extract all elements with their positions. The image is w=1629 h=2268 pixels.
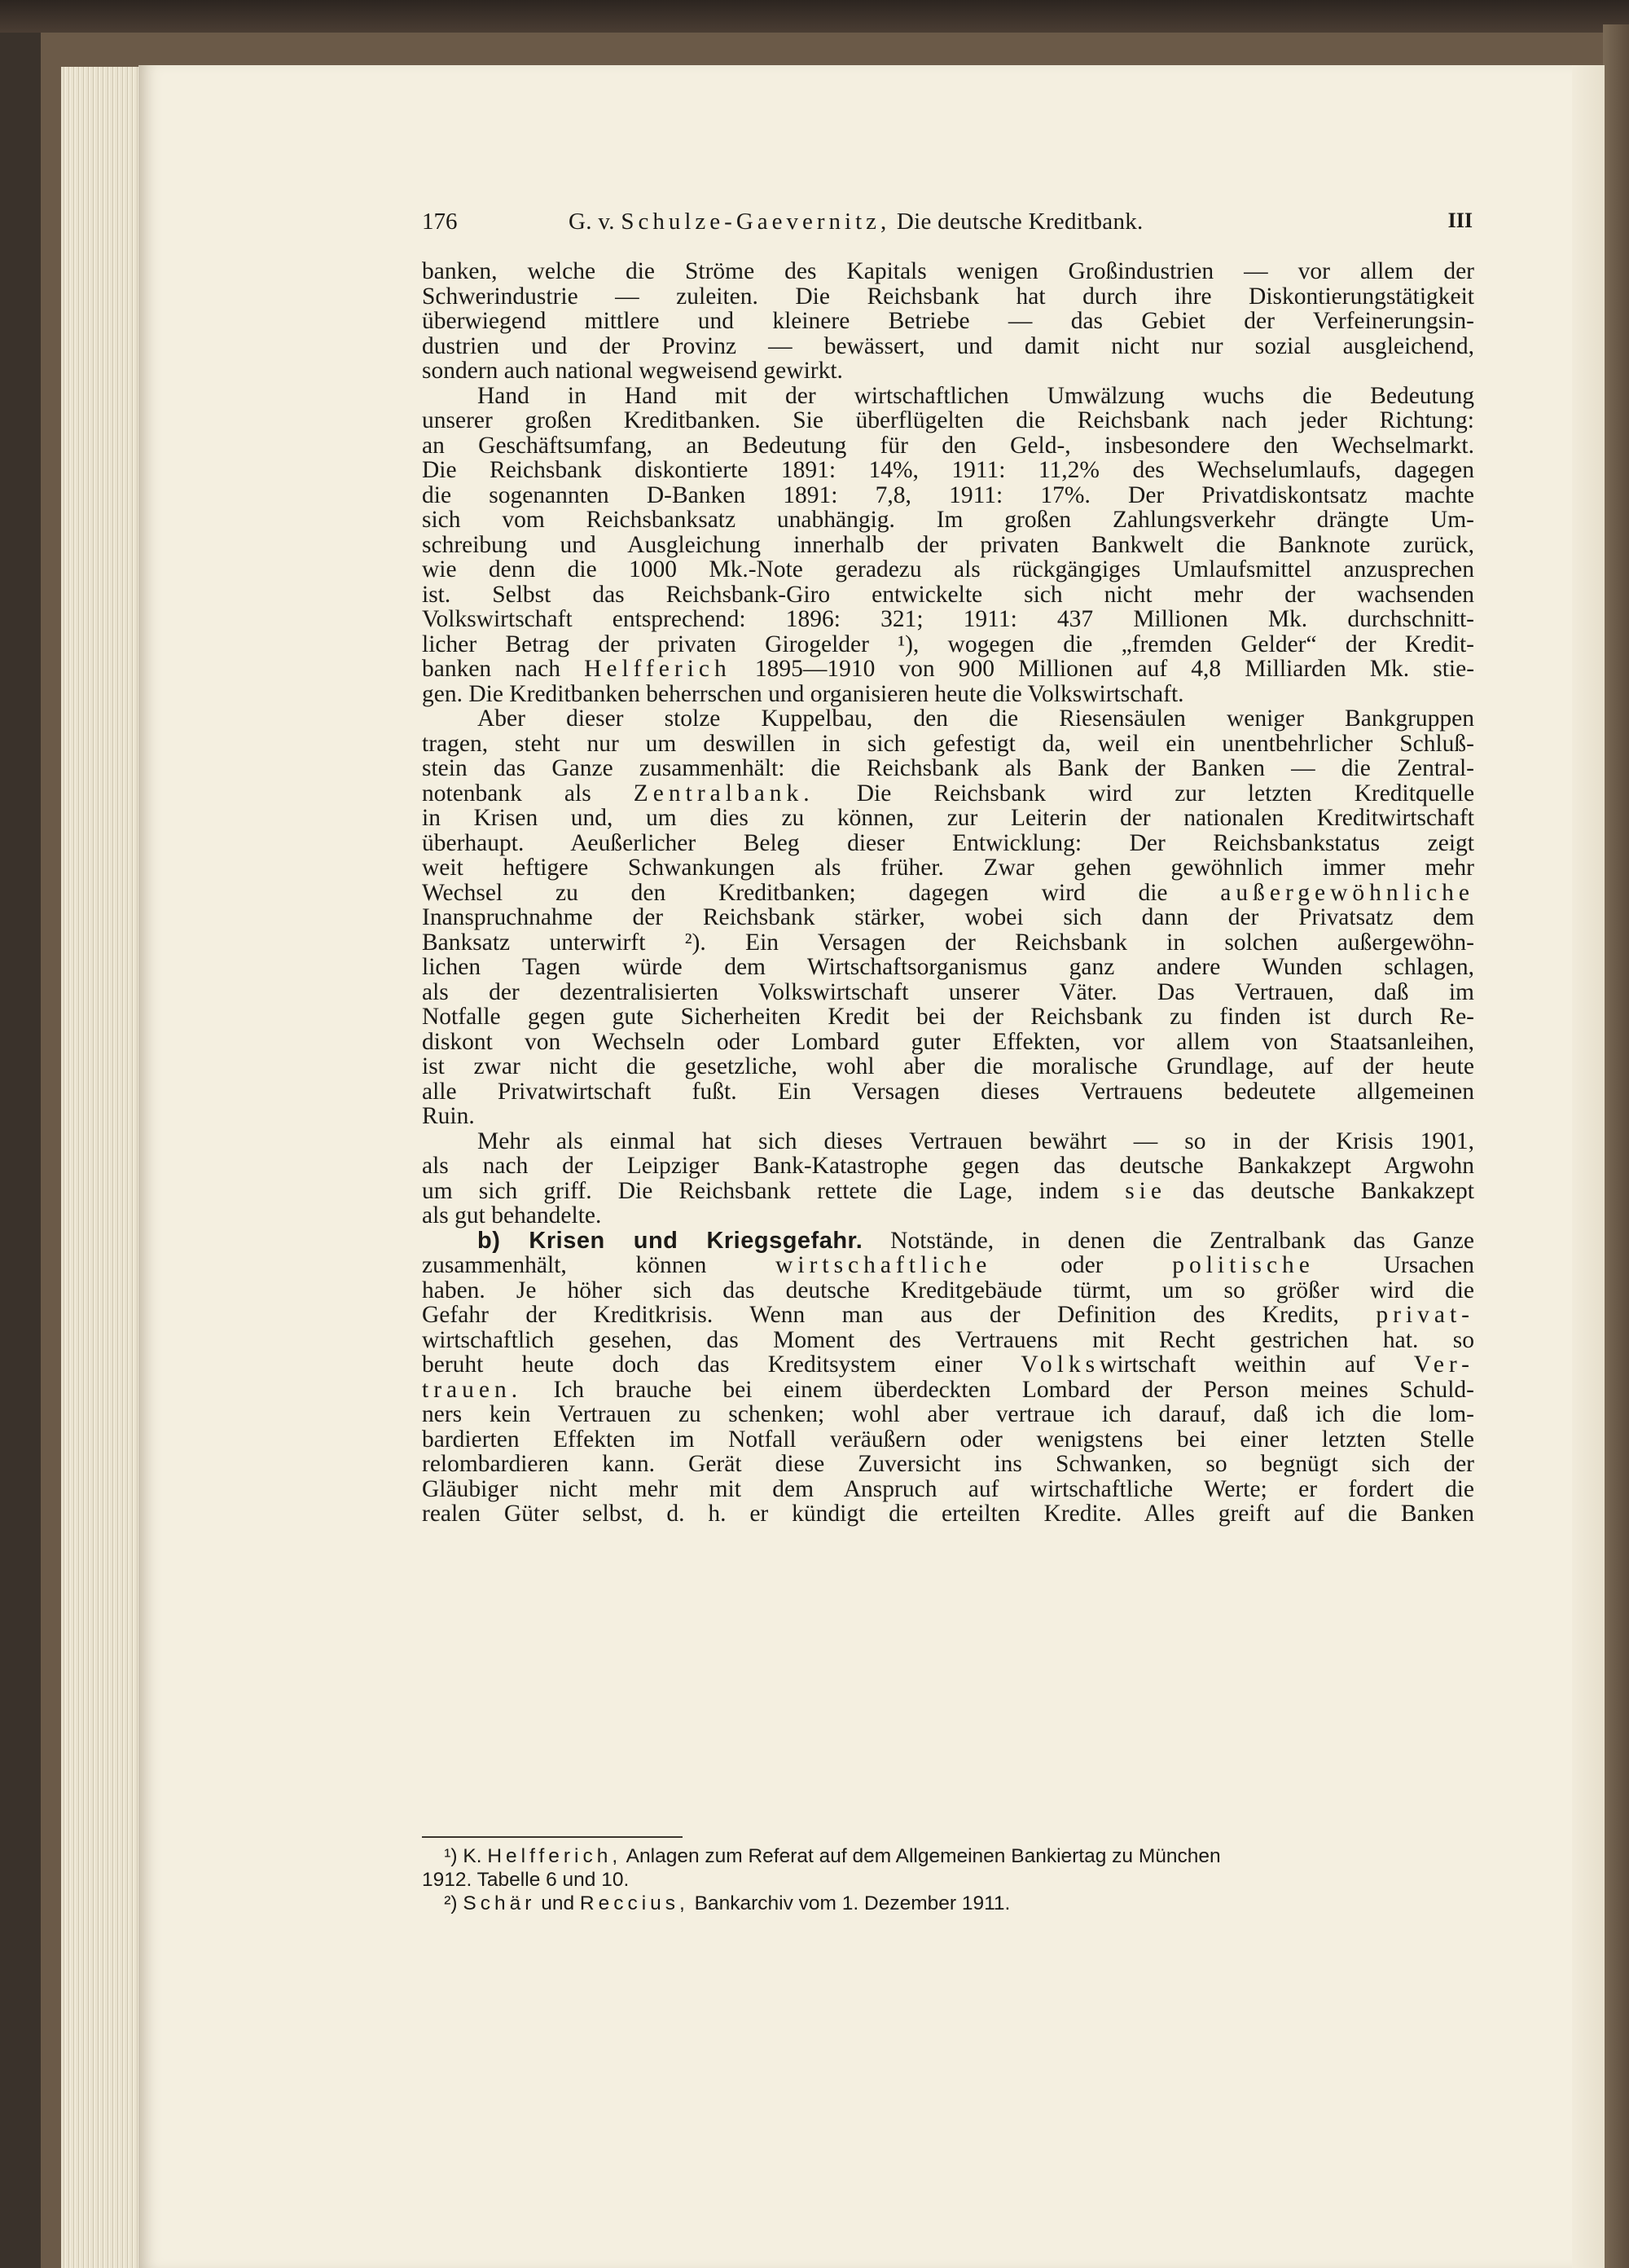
text-line: Notfalle gegen gute Sicherheiten Kredit bei der Reichsbank zu finden ist durch Re-: [422, 1004, 1474, 1030]
footnote-1: ¹) K. Helfferich, Anlagen zum Referat auf dem Allgemeinen Bankiertag zu München: [444, 1845, 1221, 1867]
text-line: wie denn die 1000 Mk.-Note geradezu als rückgängiges Umlaufsmittel anzusprechen: [422, 556, 1474, 582]
page-edges: [61, 67, 143, 2268]
header-book-title: Die deutsche Kreditbank.: [896, 209, 1144, 235]
header-author: Schulze-Gaevernitz,: [621, 209, 891, 235]
footnote-1-cont: 1912. Tabelle 6 und 10.: [422, 1869, 630, 1891]
text-line: lichen Tagen würde dem Wirtschaftsorganismus ganz andere Wunden schlagen,: [422, 954, 1474, 980]
text-line: schreibung und Ausgleichung innerhalb der privaten Bankwelt die Banknote zurück,: [422, 531, 1474, 558]
text-line: Mehr als einmal hat sich dieses Vertrauen bewährt — so in der Krisis 1901,: [477, 1127, 1474, 1154]
text-line: beruht heute doch das Kreditsystem einer Volkswirtschaft weithin auf Ver-: [422, 1352, 1474, 1378]
text-line: sich vom Reichsbanksatz unabhängig. Im großen Zahlungsverkehr drängte Um-: [422, 507, 1474, 533]
text-line: notenbank als Zentralbank. Die Reichsbank wird zur letzten Kreditquelle: [422, 780, 1475, 807]
text-line: Banksatz unterwirft ²). Ein Versagen der Reichsbank in solchen außergewöhn-: [422, 929, 1474, 956]
text-line: dustrien und der Provinz — bewässert, und damit nicht nur sozial ausgleichend,: [422, 332, 1474, 359]
spaced-name: Helfferich: [584, 656, 731, 682]
text-line: Gläubiger nicht mehr mit dem Anspruch auf wirtschaftliche Werte; er fordert die: [422, 1475, 1474, 1502]
text-line: Volkswirtschaft entsprechend: 1896: 321; 1911: 437 Millionen Mk. durchschnitt-: [422, 606, 1474, 632]
text-line: realen Güter selbst, d. h. er kündigt die erteilten Kredite. Alles greift auf die Banken: [422, 1501, 1474, 1527]
text-line: ist. Selbst das Reichsbank-Giro entwickelte sich nicht mehr der wachsenden: [422, 581, 1474, 608]
footnote-rule: [422, 1836, 683, 1838]
header-title: [569, 209, 1144, 235]
text-line: Schwerindustrie — zuleiten. Die Reichsbank hat durch ihre Diskontierungstätigkeit: [422, 283, 1474, 310]
running-head: [422, 209, 1473, 241]
text-line: überwiegend mittlere und kleinere Betriebe — das Gebiet der Verfeinerungsin-: [422, 308, 1474, 334]
text-line: sondern auch national wegweisend gewirkt.: [422, 358, 843, 384]
text-line: als der dezentralisierten Volkswirtschaft unserer Väter. Das Vertrauen, daß im: [422, 978, 1474, 1005]
text-line: Gefahr der Kreditkrisis. Wenn man aus der Definition des Kredits, privat-: [422, 1302, 1475, 1328]
book-cover-right-edge: [1603, 24, 1629, 2268]
spaced-term: außergewöhnliche: [1220, 879, 1475, 906]
section-heading: b) Krisen und Kriegsgefahr.: [477, 1227, 863, 1254]
text-line: Hand in Hand mit der wirtschaftlichen Umwälzung wuchs die Bedeutung: [477, 382, 1474, 409]
footnote-2: ²) Schär und Reccius, Bankarchiv vom 1. Dezember 1911.: [444, 1892, 1011, 1914]
text-line: gen. Die Kreditbanken beherrschen und organisieren heute die Volkswirtschaft.: [422, 680, 1184, 707]
text-line: wirtschaftlich gesehen, das Moment des Vertrauens mit Recht gestrichen hat. so: [422, 1326, 1474, 1353]
text-line: überhaupt. Aeußerlicher Beleg dieser Entwicklung: Der Reichsbankstatus zeigt: [422, 829, 1474, 856]
book-cover-top: [0, 0, 1629, 33]
text-line: ist zwar nicht die gesetzliche, wohl aber die moralische Grundlage, auf der heute: [422, 1053, 1474, 1079]
text-line: in Krisen und, um dies zu können, zur Leiterin der nationalen Kreditwirtschaft: [422, 805, 1474, 831]
page-right-edge: [1572, 65, 1605, 2268]
text-line: unserer großen Kreditbanken. Sie überflügelten die Reichsbank nach jeder Richtung:: [422, 407, 1474, 433]
spaced-term: Zentralbank.: [633, 780, 814, 807]
text-line: Aber dieser stolze Kuppelbau, den die Riesensäulen weniger Bankgruppen: [477, 705, 1474, 732]
text-line: tragen, steht nur um deswillen in sich gefestigt da, weil ein unentbehrlicher Schluß-: [422, 730, 1474, 757]
footnotes: [422, 1844, 1474, 1915]
text-line: relombardieren kann. Gerät diese Zuversicht ins Schwanken, so begnügt sich der: [422, 1451, 1474, 1477]
text-line: an Geschäftsumfang, an Bedeutung für den Geld-, insbesondere den Wechselmarkt.: [422, 432, 1474, 459]
text-line: ners kein Vertrauen zu schenken; wohl aber vertraue ich darauf, daß ich die lom-: [422, 1401, 1474, 1427]
text-line: Die Reichsbank diskontierte 1891: 14%, 1911: 11,2% des Wechselumlaufs, dagegen: [422, 457, 1474, 483]
text-line: um sich griff. Die Reichsbank rettete die Lage, indem sie das deutsche Bankakzept: [422, 1177, 1474, 1204]
text-line: b) Krisen und Kriegsgefahr. Notstände, in denen die Zentralbank das Ganze: [477, 1227, 1474, 1254]
page-number: 176: [422, 209, 458, 235]
text-line: banken nach Helfferich 1895—1910 von 900 Millionen auf 4,8 Milliarden Mk. stie-: [422, 656, 1475, 682]
text-line: Ruin.: [422, 1103, 475, 1129]
text-line: bardierten Effekten im Notfall veräußern oder wenigstens bei einer letzten Stelle: [422, 1426, 1474, 1453]
text-line: haben. Je höher sich das deutsche Kreditgebäude türmt, um so größer wird die: [422, 1277, 1474, 1303]
text-line: die sogenannten D-Banken 1891: 7,8, 1911: 17%. Der Privatdiskontsatz machte: [422, 481, 1474, 508]
text-line: zusammenhält, können wirtschaftliche oder politische Ursachen: [422, 1252, 1475, 1278]
text-line: alle Privatwirtschaft fußt. Ein Versagen dieses Vertrauens bedeutete allgemeinen: [422, 1078, 1474, 1105]
text-line: banken, welche die Ströme des Kapitals wenigen Großindustrien — vor allem der: [422, 258, 1474, 284]
text-line: diskont von Wechseln oder Lombard guter Effekten, vor allem von Staatsanleihen,: [422, 1028, 1474, 1055]
text-line: als nach der Leipziger Bank-Katastrophe gegen das deutsche Bankakzept Argwohn: [422, 1153, 1474, 1179]
text-line: trauen. Ich brauche bei einem überdeckten Lombard der Person meines Schuld-: [422, 1376, 1475, 1403]
text-line: licher Betrag der privaten Girogelder ¹), wogegen die „fremden Gelder“ der Kredit-: [422, 631, 1474, 657]
chapter-number: III: [1447, 209, 1473, 232]
text-line: Wechsel zu den Kreditbanken; dagegen wird die außergewöhnliche: [422, 879, 1475, 906]
body-text: [422, 259, 1474, 1527]
header-author-prefix: G. v.: [569, 209, 615, 235]
spaced-term: sie: [1125, 1177, 1166, 1204]
text-line: Inanspruchnahme der Reichsbank stärker, wobei sich dann der Privatsatz dem: [422, 904, 1474, 930]
text-line: weit heftigere Schwankungen als früher. Zwar gehen gewöhnlich immer mehr: [422, 855, 1474, 881]
text-line: als gut behandelte.: [422, 1202, 602, 1228]
text-line: stein das Ganze zusammenhält: die Reichsbank als Bank der Banken — die Zentral-: [422, 755, 1474, 781]
